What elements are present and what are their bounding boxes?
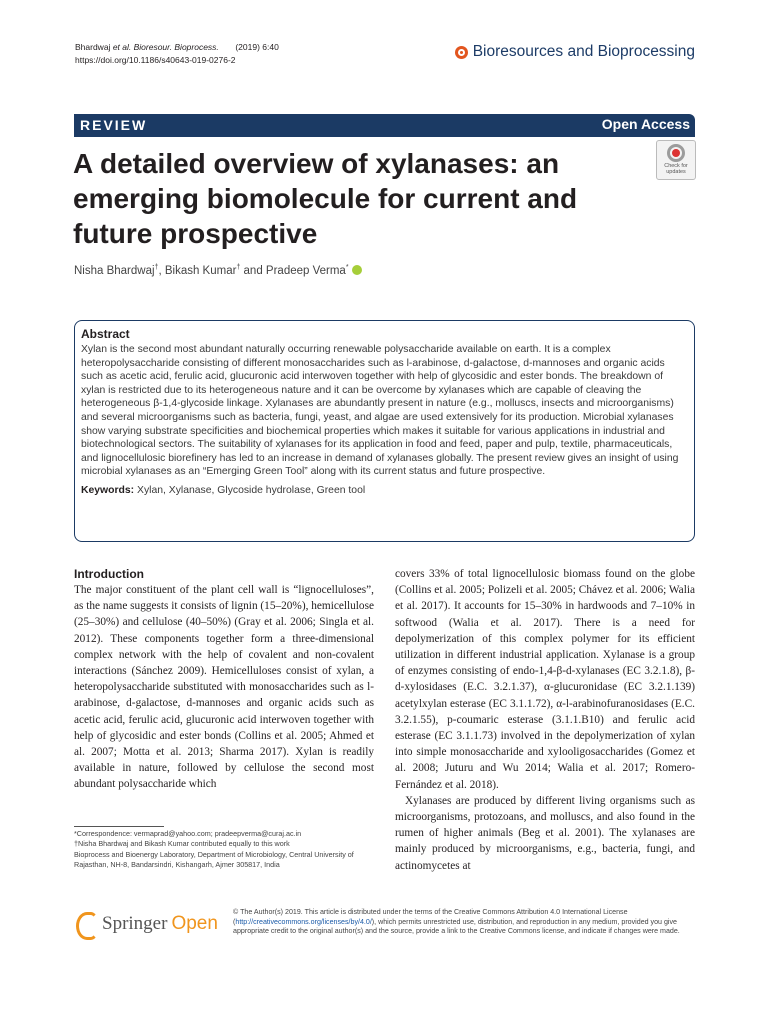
license-link[interactable]: http://creativecommons.org/licenses/by/4.0/: [235, 917, 372, 926]
paragraph: covers 33% of total lignocellulosic biomass found on the globe (Collins et al. 2005; Polizeli et al. 2005; Chávez et al. 2006; Walia et al. 2017). It accounts for 15–30% in hardwoods and 7–10% in softwood (Walia et al. 2017). There is a need for depolymerization of this complex polymer for its efficient utilization in different industrial application. Xylanase is a group of enzymes consisting of endo-1,4-β-d-xylanases (EC 3.2.1.8), β-d-xylosidases (E.C. 3.2.1.37), α-glucuronidase (EC 3.2.1.139) acetylxylan esterase (EC 3.1.1.72), α-l-arabinofuranosidases (E.C. 3.2.1.55), p-coumaric esterase (3.1.1.B10) and ferulic acid esterase (EC 3.1.1.73) involved in the depolymerization of xylan into simple monosaccharide and xylooligosaccharides (Gomez et al. 2008; Juturu and Wu 2014; Walia et al. 2017; Romero-Fernández et al. 2018).: [395, 568, 695, 791]
body-column-right: [395, 566, 695, 874]
publisher-name: Springer: [102, 913, 168, 934]
citation-authors: Bhardwaj: [75, 42, 113, 52]
citation-journal: et al. Bioresour. Bioprocess.: [112, 42, 219, 52]
footnotes: [74, 829, 374, 871]
running-header: [75, 41, 279, 67]
section-heading: Introduction: [74, 567, 144, 581]
publisher-open: Open: [171, 913, 218, 934]
abstract-heading: Abstract: [81, 327, 130, 341]
journal-name: Bioresources and Bioprocessing: [472, 43, 695, 60]
contribution-note: †Nisha Bhardwaj and Bikash Kumar contributed equally to this work: [74, 839, 290, 849]
footnote-rule: [74, 826, 164, 827]
affiliation-note: Bioprocess and Bioenergy Laboratory, Department of Microbiology, Central University of Rajasthan, NH-8, Bandarsindri, Kishangarh, Ajmer 305817, India: [74, 849, 354, 870]
body-column-left: [74, 566, 374, 793]
author-name: Bikash Kumar: [164, 264, 237, 277]
springer-horse-icon: [74, 910, 96, 938]
check-for-updates-button[interactable]: [656, 140, 696, 180]
author-name: Pradeep Verma: [265, 264, 346, 277]
article-title: A detailed overview of xylanases: an emerging biomolecule for current and future prospective: [73, 148, 578, 249]
check-updates-label: Check for updates: [664, 163, 688, 175]
author-name: Nisha Bhardwaj: [74, 264, 155, 277]
paragraph: The major constituent of the plant cell wall is “lignocelluloses”, as the name suggests it consists of lignin (15–20%), hemicellulose (25–30%) and cellulose (40–50%) (Gray et al. 2006; Singla et al. 2012). These components together form a three-dimensional complex network with the help of covalent and non-covalent interactions (Sánchez 2009). Hemicelluloses consist of xylan, a heteropolysaccharide substituted with monosaccharides such as l-arabinose, d-galactose, d-mannoses and organic acids such as acetic acid, ferulic acid, glucuronic acid interwoven together with help of glycosidic and ester bonds (Collins et al. 2005; Ahmed et al. 2007; Motta et al. 2013; Sharma 2017). Xylan is readily available in nature, followed by cellulose the second most abundant polysaccharide which: [74, 584, 374, 791]
journal-brand: [455, 43, 695, 61]
journal-logo-icon: [455, 46, 468, 59]
doi-link[interactable]: https://doi.org/10.1186/s40643-019-0276-2: [75, 55, 236, 65]
article-type-band: [74, 114, 695, 137]
keywords: Keywords: Xylan, Xylanase, Glycoside hydrolase, Green tool: [81, 484, 366, 496]
author-list: Nisha Bhardwaj†, Bikash Kumar† and Pradeep Verma*: [74, 264, 362, 277]
check-updates-icon: [667, 144, 685, 162]
paragraph: Xylanases are produced by different living organisms such as microorganisms, protozoans, and molluscs, and also found in the rumen of higher animals (Beg et al. 2001). The xylanases are mainly produced by microorganisms, e.g., bacteria, fungi, and actinomycetes at: [395, 794, 695, 872]
article-type: REVIEW: [80, 117, 148, 133]
abstract-text: Xylan is the second most abundant naturally occurring renewable polysaccharide available on earth. It is a complex heteropolysaccharide consisting of different monosaccharides such as l-arabinose, d-galactose, d-mannoses and organic acids such as acetic acid, ferulic acid, glucuronic acid interwoven together with help of glycosidic and ester bonds. The breakdown of xylan is restricted due to its heterogeneous nature and it can be overcome by xylanases which are capable of cleaving the heterogeneous β-1,4-glycoside linkage. Xylanases are abundantly present in nature (e.g., molluscs, insects and microorganisms) and several microorganisms such as bacteria, fungi, yeast, and algae are used extensively for its production. Microbial xylanases show varying substrate specificities and biochemical properties which makes it suitable for various applications in industrial and biotechnological sectors. The suitability of xylanases for its application in food and feed, paper and pulp, textile, pharmaceuticals, and lignocellulosic biorefinery has led to an increase in demand of xylanases globally. The present review gives an insight of using microbial xylanases as an “Emerging Green Tool” along with its current status and future prospective.: [81, 344, 679, 478]
orcid-icon[interactable]: [352, 265, 362, 275]
open-access-label: Open Access: [601, 116, 690, 132]
publisher-logo: [74, 910, 218, 938]
citation-year: (2019) 6:40: [235, 42, 279, 52]
license-text: © The Author(s) 2019. This article is distributed under the terms of the Creative Commons Attribution 4.0 International License (http://creativecommons.org/licenses/by/4.0/), which permits unrestricted use, distribution, and reproduction in any medium, provided you give appropriate credit to the original author(s) and the source, provide a link to the Creative Commons license, and indicate if changes were made.: [233, 908, 680, 936]
correspondence-note: *Correspondence: vermaprad@yahoo.com; pradeepverma@curaj.ac.in: [74, 829, 302, 838]
abstract-box: [74, 320, 695, 542]
